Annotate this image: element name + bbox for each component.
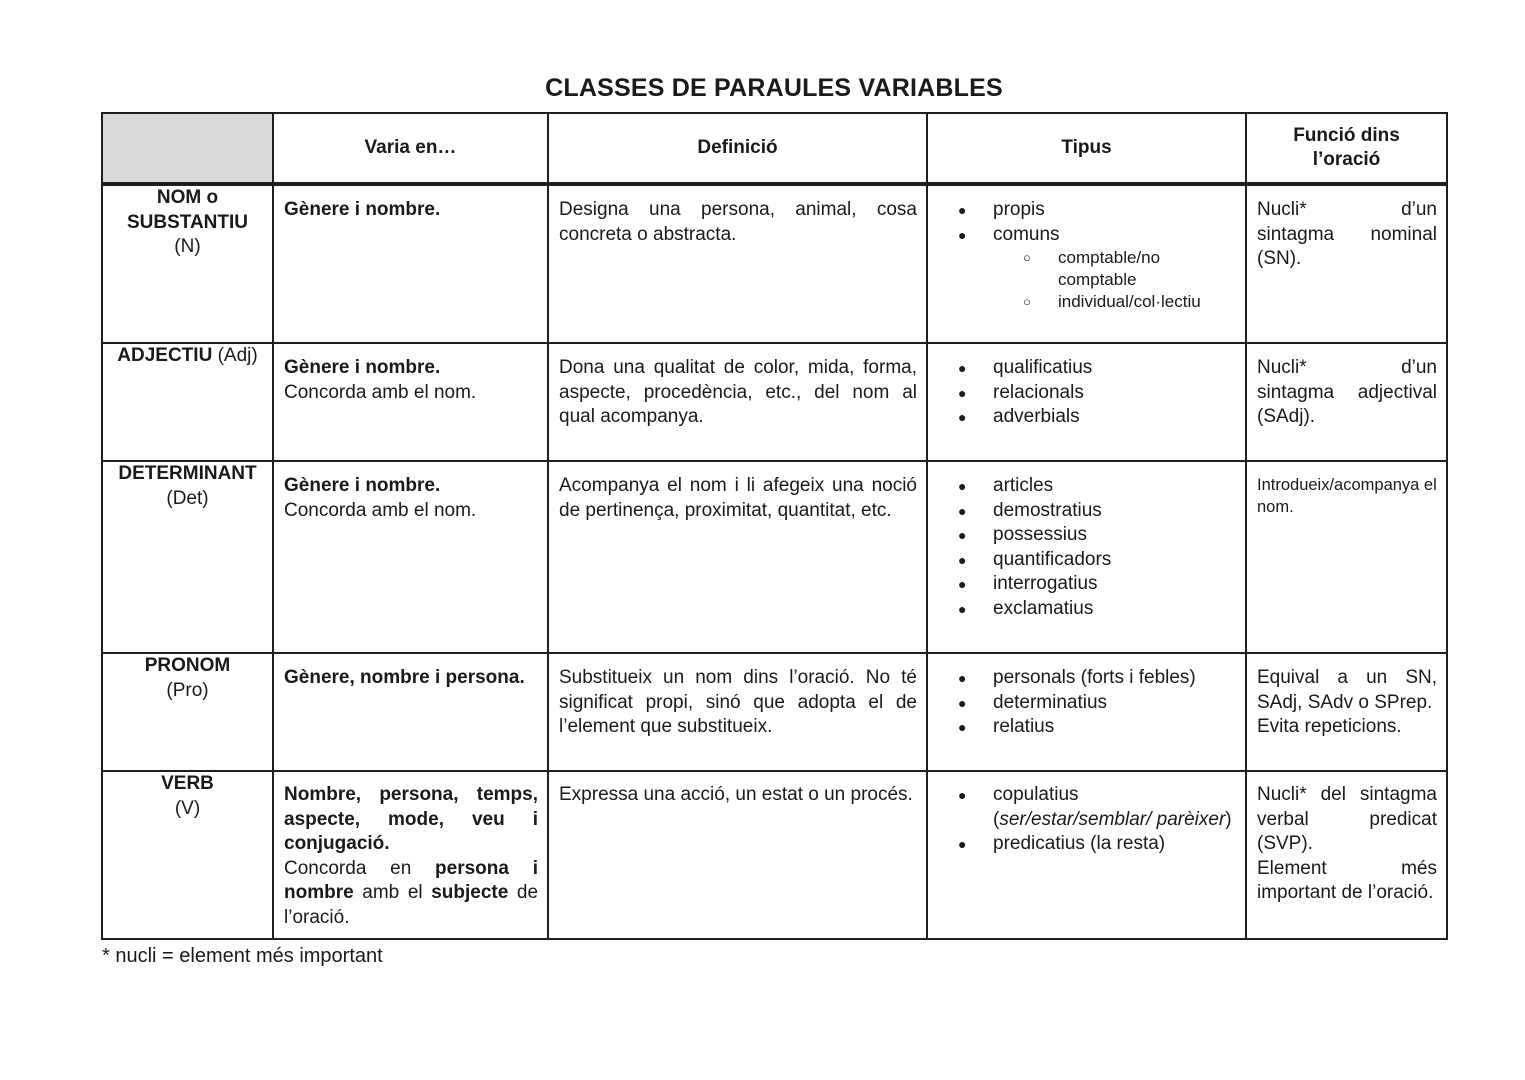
- funcio-text: Equival a un SN, SAdj, SAdv o SPrep.: [1257, 667, 1437, 713]
- footnote: * nucli = element més important: [102, 945, 383, 967]
- varia-bold: Gènere i nombre.: [284, 357, 441, 378]
- list-item: ● exclamatius: [958, 597, 1236, 622]
- row-head-nom: [102, 184, 273, 343]
- cell-varia: [273, 343, 548, 461]
- tipus-list: [938, 198, 1236, 313]
- row-abbr: (Det): [166, 487, 209, 509]
- corner-cell: [102, 113, 273, 184]
- funcio-text: Element més important de l’oració.: [1257, 857, 1437, 903]
- cell-definicio: [548, 653, 927, 771]
- funcio-text: Introdueix/acompanya el nom.: [1257, 476, 1437, 516]
- funcio-text: Evita repeticions.: [1257, 716, 1402, 737]
- tipus-list: [938, 474, 1236, 621]
- tipus-list: [938, 356, 1236, 430]
- list-item: ● possessius: [958, 523, 1236, 548]
- cell-tipus: [927, 461, 1246, 653]
- list-item: ● demostratius: [958, 499, 1236, 524]
- row-head-verb: [102, 771, 273, 939]
- definicio-text: Substitueix un nom dins l’oració. No té significat propi, sinó que adopta el de l’element que substitueix.: [559, 667, 917, 737]
- list-item: ● quantificadors: [958, 548, 1236, 573]
- row-name: PRONOM: [144, 655, 231, 676]
- list-item: ● determinatius: [958, 691, 1236, 716]
- cell-definicio: [548, 343, 927, 461]
- header-funcio-line2: l’oració: [1312, 149, 1381, 170]
- tipus-list: [938, 783, 1236, 857]
- varia-text: Concorda en persona i nombre amb el subjecte de l’oració.: [284, 857, 539, 928]
- cell-funcio: Nucli* d’un sintagma nominal (SN).: [1246, 184, 1447, 343]
- cell-funcio: [1246, 461, 1447, 653]
- subtipus-list: [993, 247, 1236, 313]
- list-item: ● predicatius (la resta): [958, 832, 1236, 857]
- header-funcio-line1: Funció dins: [1293, 124, 1400, 146]
- varia-text: Gènere i nombre.: [284, 199, 441, 220]
- cell-varia: [273, 461, 548, 653]
- tipus-list: [938, 666, 1236, 740]
- cell-varia: [273, 184, 548, 343]
- row-name: ADJECTIU: [117, 345, 213, 366]
- table-row: [102, 653, 1447, 771]
- list-item: ● qualificatius: [958, 356, 1236, 381]
- varia-bold: Gènere i nombre.: [284, 475, 441, 496]
- row-name: VERB: [161, 773, 214, 794]
- definicio-text: Dona una qualitat de color, mida, forma, aspecte, procedència, etc., del nom al qual acompanya.: [559, 357, 917, 427]
- row-head-adjectiu: [102, 343, 273, 461]
- varia-bold: Nombre, persona, temps, aspecte, mode, veu i conjugació.: [284, 784, 538, 854]
- cell-definicio: [548, 771, 927, 939]
- table-row: [102, 184, 1447, 343]
- list-item: ● comuns ○ comptable/no comptable ○ individual/col·lectiu: [958, 223, 1236, 314]
- cell-varia: [273, 653, 548, 771]
- varia-text: Concorda amb el nom.: [284, 381, 477, 403]
- cell-funcio: Nucli* d’un sintagma adjectival (SAdj).: [1246, 343, 1447, 461]
- cell-tipus: [927, 653, 1246, 771]
- header-tipus: Tipus: [927, 113, 1246, 184]
- list-item: ○ comptable/no comptable: [1023, 247, 1236, 291]
- cell-definicio: [548, 184, 927, 343]
- definicio-text: Acompanya el nom i li afegeix una noció de pertinença, proximitat, quantitat, etc.: [559, 475, 917, 521]
- cell-tipus: [927, 771, 1246, 939]
- cell-funcio: [1246, 653, 1447, 771]
- header-definicio: Definició: [548, 113, 927, 184]
- table-row: [102, 461, 1447, 653]
- cell-funcio: [1246, 771, 1447, 939]
- definicio-text: Expressa una acció, un estat o un procés.: [559, 784, 913, 805]
- list-item: ● personals (forts i febles): [958, 666, 1236, 691]
- cell-tipus: [927, 184, 1246, 343]
- row-abbr: (Adj): [217, 345, 258, 366]
- list-item: ● interrogatius: [958, 572, 1236, 597]
- list-item: ● relacionals: [958, 381, 1236, 406]
- definicio-text: Designa una persona, animal, cosa concreta o abstracta.: [559, 199, 917, 245]
- row-abbr: (Pro): [166, 679, 209, 701]
- row-name: SUBSTANTIU: [126, 211, 249, 233]
- cell-tipus: [927, 343, 1246, 461]
- row-name: NOM o: [156, 187, 219, 208]
- list-item: ○ individual/col·lectiu: [1023, 291, 1236, 313]
- list-item: ● relatius: [958, 715, 1236, 740]
- cell-varia: [273, 771, 548, 939]
- list-item: ● propis: [958, 198, 1236, 223]
- word-classes-table: [101, 112, 1448, 940]
- list-item: ● copulatius (ser/estar/semblar/ parèixer): [958, 783, 1236, 832]
- list-item: ● articles: [958, 474, 1236, 499]
- cell-definicio: [548, 461, 927, 653]
- varia-text: Gènere, nombre i persona.: [284, 667, 525, 688]
- list-item: ● adverbials: [958, 405, 1236, 430]
- table-row: [102, 771, 1447, 939]
- funcio-text: Nucli* del sintagma verbal predicat (SVP).: [1257, 784, 1437, 854]
- row-abbr: (V): [174, 797, 201, 819]
- header-varia: Varia en…: [273, 113, 548, 184]
- row-name: DETERMINANT: [118, 463, 257, 484]
- row-head-pronom: [102, 653, 273, 771]
- header-row: [102, 113, 1447, 184]
- table-row: [102, 343, 1447, 461]
- header-funcio: [1246, 113, 1447, 184]
- page-title: CLASSES DE PARAULES VARIABLES: [545, 74, 1003, 102]
- varia-text: Concorda amb el nom.: [284, 499, 477, 521]
- row-abbr: (N): [174, 236, 201, 257]
- row-head-determinant: [102, 461, 273, 653]
